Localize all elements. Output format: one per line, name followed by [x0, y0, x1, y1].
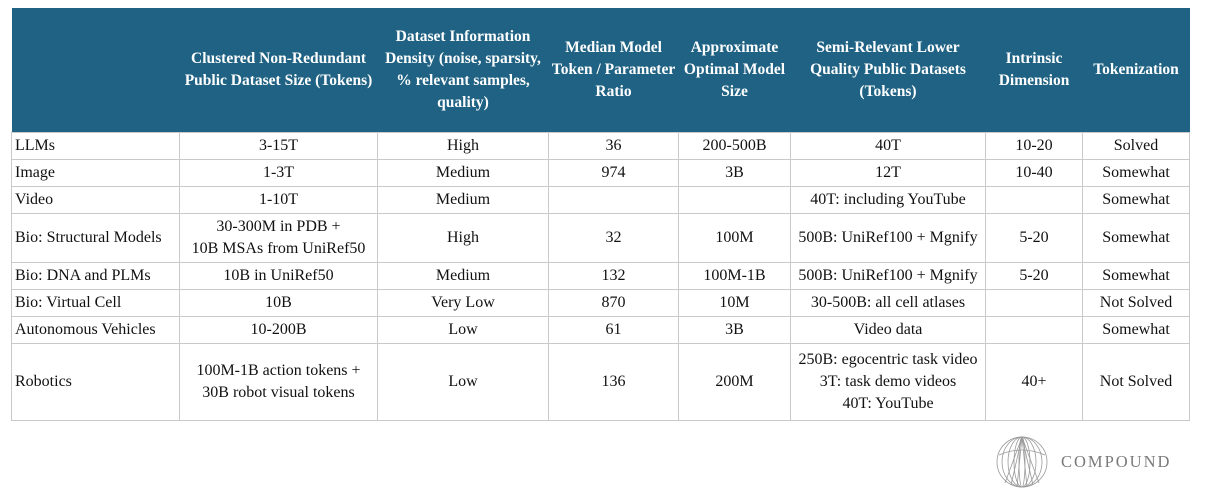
semi-relevant-cell: [791, 317, 986, 344]
tokenization-cell: Not Solved: [1083, 344, 1190, 421]
table-row: [12, 290, 1190, 317]
table-row: [12, 133, 1190, 160]
ratio-cell: 974: [549, 160, 679, 187]
density-cell: Low: [378, 317, 549, 344]
domain-cell: Image: [12, 160, 180, 187]
intrinsic-dimension-cell: [986, 187, 1083, 214]
table-row: [12, 187, 1190, 214]
semi-relevant-cell: [791, 290, 986, 317]
intrinsic-dimension-cell: 10-20: [986, 133, 1083, 160]
semi-relevant-cell-line: 40T: including YouTube: [810, 191, 966, 208]
dataset-size-cell: [180, 317, 378, 344]
table-body: [12, 133, 1190, 421]
model-size-cell: 10M: [679, 290, 791, 317]
tokenization-cell: Somewhat: [1083, 160, 1190, 187]
density-cell: Low: [378, 344, 549, 421]
semi-relevant-cell-line: 500B: UniRef100 + Mgnify: [798, 267, 978, 284]
semi-relevant-cell-line: 40T: [875, 137, 901, 154]
table-row: [12, 263, 1190, 290]
dataset-size-cell-line: 30B robot visual tokens: [202, 384, 355, 401]
ratio-cell: [549, 187, 679, 214]
density-cell: Medium: [378, 263, 549, 290]
domain-cell: Bio: Structural Models: [12, 214, 180, 263]
semi-relevant-cell: [791, 187, 986, 214]
ratio-cell: 870: [549, 290, 679, 317]
tokenization-cell: Solved: [1083, 133, 1190, 160]
header-cell-ratio: Median Model Token / Parameter Ratio: [549, 8, 679, 133]
tokenization-cell: Somewhat: [1083, 214, 1190, 263]
semi-relevant-cell: [791, 160, 986, 187]
dataset-size-cell-line: 10B in UniRef50: [223, 267, 334, 284]
dataset-size-cell: [180, 290, 378, 317]
comparison-table: [11, 8, 1190, 421]
header-cell-intrinsic-dimension: Intrinsic Dimension: [986, 8, 1083, 133]
intrinsic-dimension-cell: 10-40: [986, 160, 1083, 187]
semi-relevant-cell-line: 250B: egocentric task video: [798, 351, 978, 368]
table-row: [12, 214, 1190, 263]
tokenization-cell: Somewhat: [1083, 317, 1190, 344]
ratio-cell: 132: [549, 263, 679, 290]
dataset-size-cell: [180, 187, 378, 214]
model-size-cell: 100M-1B: [679, 263, 791, 290]
dataset-size-cell: [180, 133, 378, 160]
dataset-size-cell-line: 10-200B: [250, 321, 307, 338]
ratio-cell: 32: [549, 214, 679, 263]
header-cell-model-size: Approximate Optimal Model Size: [679, 8, 791, 133]
density-cell: Medium: [378, 187, 549, 214]
semi-relevant-cell-line: 40T: YouTube: [842, 395, 934, 412]
dataset-size-cell-line: 100M-1B action tokens +: [196, 362, 361, 379]
semi-relevant-cell: [791, 214, 986, 263]
semi-relevant-cell-line: 30-500B: all cell atlases: [810, 294, 966, 311]
intrinsic-dimension-cell: [986, 290, 1083, 317]
dataset-size-cell-line: 10B MSAs from UniRef50: [191, 240, 366, 257]
intrinsic-dimension-cell: 5-20: [986, 263, 1083, 290]
ratio-cell: 136: [549, 344, 679, 421]
semi-relevant-cell-line: 12T: [875, 164, 901, 181]
density-cell: High: [378, 214, 549, 263]
semi-relevant-cell: [791, 344, 986, 421]
header-cell-0: [12, 8, 180, 133]
domain-cell: LLMs: [12, 133, 180, 160]
domain-cell: Bio: Virtual Cell: [12, 290, 180, 317]
logo-text: COMPOUND: [1061, 452, 1172, 471]
semi-relevant-cell-line: Video data: [853, 321, 923, 338]
semi-relevant-cell-line: 3T: task demo videos: [819, 373, 957, 390]
semi-relevant-cell: [791, 263, 986, 290]
model-size-cell: 3B: [679, 317, 791, 344]
model-size-cell: 200M: [679, 344, 791, 421]
table-row: [12, 344, 1190, 421]
intrinsic-dimension-cell: 5-20: [986, 214, 1083, 263]
dataset-size-cell: [180, 263, 378, 290]
model-size-cell: 200-500B: [679, 133, 791, 160]
intrinsic-dimension-cell: 40+: [986, 344, 1083, 421]
header-cell-semi-relevant: Semi-Relevant Lower Quality Public Datasets (Tokens): [791, 8, 986, 133]
intrinsic-dimension-cell: [986, 317, 1083, 344]
semi-relevant-cell-line: 500B: UniRef100 + Mgnify: [798, 229, 978, 246]
header-cell-dataset-size: Clustered Non-Redundant Public Dataset Size (Tokens): [180, 8, 378, 133]
header-row: [12, 8, 1190, 133]
dataset-size-cell: [180, 344, 378, 421]
table-row: [12, 317, 1190, 344]
density-cell: Medium: [378, 160, 549, 187]
ratio-cell: 36: [549, 133, 679, 160]
tokenization-cell: Somewhat: [1083, 187, 1190, 214]
domain-cell: Video: [12, 187, 180, 214]
compound-logo: [995, 434, 1185, 490]
dataset-size-cell-line: 10B: [265, 294, 292, 311]
density-cell: Very Low: [378, 290, 549, 317]
globe-icon: [995, 435, 1049, 489]
tokenization-cell: Not Solved: [1083, 290, 1190, 317]
domain-cell: Autonomous Vehicles: [12, 317, 180, 344]
dataset-size-cell: [180, 160, 378, 187]
model-size-cell: 3B: [679, 160, 791, 187]
domain-cell: Robotics: [12, 344, 180, 421]
model-size-cell: 100M: [679, 214, 791, 263]
domain-cell: Bio: DNA and PLMs: [12, 263, 180, 290]
ratio-cell: 61: [549, 317, 679, 344]
dataset-size-cell-line: 1-10T: [258, 191, 299, 208]
dataset-size-cell-line: 30-300M in PDB +: [216, 218, 341, 235]
header-cell-tokenization: Tokenization: [1083, 8, 1190, 133]
tokenization-cell: Somewhat: [1083, 263, 1190, 290]
dataset-size-cell-line: 3-15T: [258, 137, 299, 154]
density-cell: High: [378, 133, 549, 160]
dataset-size-cell: [180, 214, 378, 263]
model-size-cell: [679, 187, 791, 214]
header-cell-density: Dataset Information Density (noise, sparsity, % relevant samples, quality): [378, 8, 549, 133]
semi-relevant-cell: [791, 133, 986, 160]
table-row: [12, 160, 1190, 187]
dataset-size-cell-line: 1-3T: [262, 164, 295, 181]
